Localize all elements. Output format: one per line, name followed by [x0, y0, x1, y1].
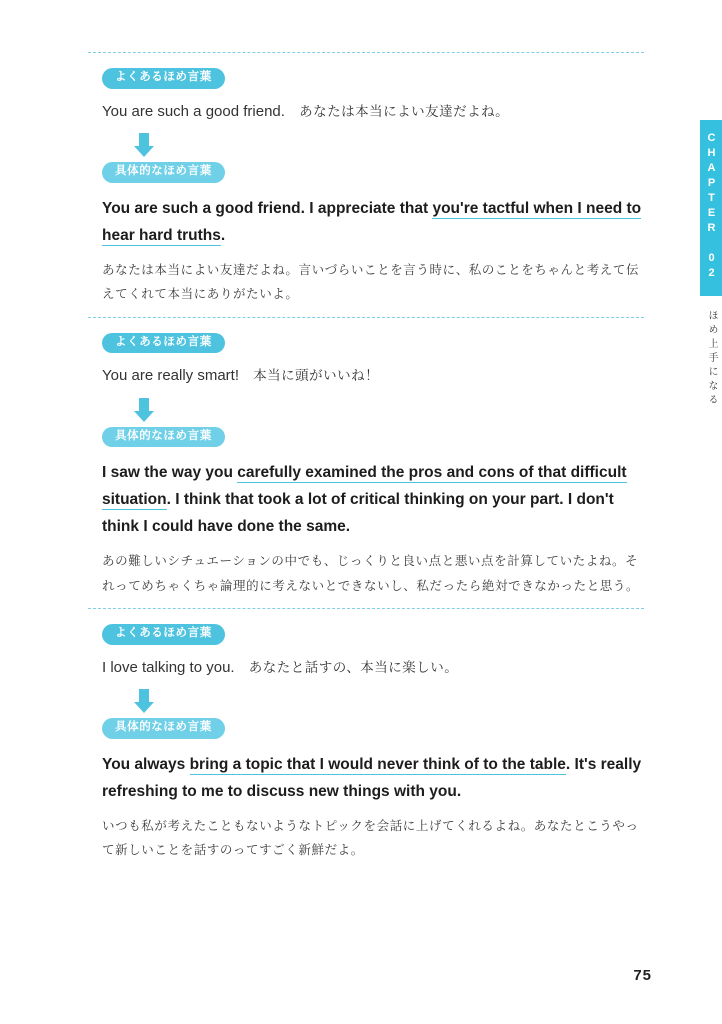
common-phrase-en: You are really smart!: [102, 367, 240, 384]
common-phrase-tag: よくあるほめ言葉: [102, 333, 225, 354]
chapter-tab-bar: [700, 120, 722, 296]
common-phrase-jp: あなたと話すの、本当に楽しい。: [248, 659, 459, 675]
specific-phrase-highlight: bring a topic that I would never think of to the table: [189, 755, 566, 773]
down-arrow-icon: [134, 689, 154, 717]
common-phrase-text: [102, 101, 644, 124]
page-number: 75: [633, 967, 652, 984]
common-phrase-jp: 本当に頭がいいね！: [253, 368, 380, 383]
specific-phrase-text: [102, 459, 644, 540]
specific-phrase-post: . It's really refreshing to me to discuss new things with you.: [102, 755, 642, 800]
common-phrase-text: [102, 657, 644, 680]
specific-phrase-tag: 具体的なほめ言葉: [102, 427, 225, 448]
specific-phrase-translation: いつも私が考えたこともないようなトピックを会話に上げてくれるよね。あなたとこうやって新しいことを話すのってすごく新鮮だよ。: [102, 818, 639, 858]
specific-phrase-translation: あの難しいシチュエーションの中でも、じっくりと良い点と悪い点を計算していたよね。それってめちゃくちゃ論理的に考えないとできないし、私だったら絶対できなかったと思う。: [102, 554, 640, 593]
specific-phrase-text: [102, 195, 644, 249]
specific-phrase-post: . I think that took a lot of critical thinking on your part. I don't think I could have done the same.: [102, 491, 614, 536]
specific-phrase-tag: 具体的なほめ言葉: [102, 718, 225, 739]
section-1: [88, 53, 644, 317]
specific-phrase-highlight: carefully examined the pros and cons of that difficult situation: [102, 464, 627, 509]
section-2: [88, 318, 644, 609]
specific-phrase-text: [102, 751, 644, 805]
common-phrase-jp: あなたは本当によい友達だよね。: [299, 103, 510, 119]
specific-phrase-pre: You always: [102, 755, 190, 773]
chapter-tab-label: CHAPTER 02: [705, 132, 718, 282]
content-column: [88, 52, 644, 873]
chapter-tab-subtitle: ほめ上手になる: [706, 310, 717, 408]
chapter-side-tab: [700, 120, 722, 408]
common-phrase-tag: よくあるほめ言葉: [102, 624, 225, 645]
specific-phrase-pre: I saw the way you: [102, 464, 238, 481]
specific-phrase-tag: 具体的なほめ言葉: [102, 162, 225, 183]
section-3: [88, 609, 644, 873]
specific-phrase-highlight: you're tactful when I need to hear hard truths: [102, 199, 642, 244]
specific-phrase-post: .: [220, 226, 226, 244]
down-arrow-icon: [134, 133, 154, 161]
down-arrow-icon: [134, 398, 154, 426]
common-phrase-en: I love talking to you.: [102, 658, 235, 676]
specific-phrase-pre: You are such a good friend. I appreciate that: [102, 199, 433, 217]
common-phrase-tag: よくあるほめ言葉: [102, 68, 225, 89]
common-phrase-text: [102, 365, 644, 388]
specific-phrase-translation: あなたは本当によい友達だよね。言いづらいことを言う時に、私のことをちゃんと考えて伝えてくれて本当にありがたいよ。: [102, 262, 640, 302]
common-phrase-en: You are such a good friend.: [102, 102, 285, 120]
